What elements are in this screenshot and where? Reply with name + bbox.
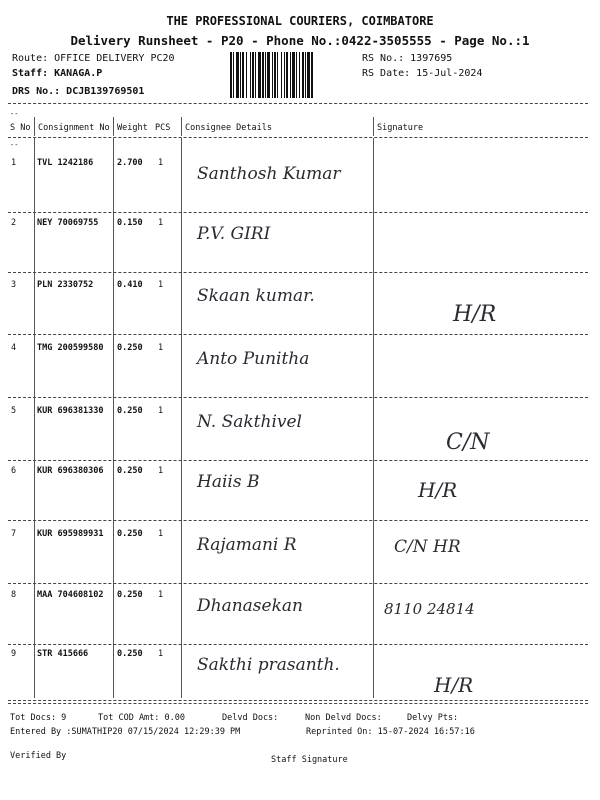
row-serial-number: 1	[11, 158, 17, 168]
barcode-bar	[311, 52, 313, 98]
row-consignee-handwriting: P.V. GIRI	[197, 224, 271, 244]
header-sno: S No	[10, 123, 31, 133]
column-divider	[34, 117, 35, 136]
row-consignment-number: STR 415666	[37, 649, 89, 659]
row-consignee-handwriting: Dhanasekan	[197, 596, 303, 616]
row-signature-handwriting: H/R	[434, 673, 474, 697]
divider	[8, 137, 588, 138]
barcode-bar	[242, 52, 244, 98]
row-weight: 0.410	[117, 280, 143, 290]
entered-by: Entered By :SUMATHIP20 07/15/2024 12:29:39 PM	[10, 727, 241, 737]
row-serial-number: 5	[11, 406, 17, 416]
row-signature-handwriting: C/N	[446, 430, 490, 455]
row-consignment-number: TMG 200599580	[37, 343, 104, 353]
row-pcs: 1	[158, 280, 164, 290]
row-consignment-number: KUR 696380306	[37, 466, 104, 476]
row-serial-number: 6	[11, 466, 17, 476]
row-weight: 2.700	[117, 158, 143, 168]
row-pcs: 1	[158, 343, 164, 353]
row-weight: 0.250	[117, 590, 143, 600]
barcode-bar	[286, 52, 288, 98]
row-divider	[8, 397, 588, 398]
barcode-bar	[230, 52, 232, 98]
total-docs: Tot Docs: 9	[10, 713, 67, 723]
divider	[8, 103, 588, 104]
delivery-points: Delvy Pts:	[407, 713, 459, 723]
row-divider	[8, 520, 588, 521]
divider-mark: --	[10, 110, 19, 118]
row-divider	[8, 272, 588, 273]
row-divider	[8, 334, 588, 335]
barcode-bar	[255, 52, 256, 98]
row-consignment-number: KUR 695989931	[37, 529, 104, 539]
header-weight: Weight	[117, 123, 148, 133]
row-pcs: 1	[158, 649, 164, 659]
route-label: Route: OFFICE DELIVERY PC20	[12, 53, 175, 64]
total-cod: Tot COD Amt: 0.00	[98, 713, 185, 723]
row-pcs: 1	[158, 218, 164, 228]
barcode-bar	[272, 52, 273, 98]
non-delivered-docs: Non Delvd Docs:	[305, 713, 382, 723]
barcode-bar	[262, 52, 264, 98]
header-consignee: Consignee Details	[185, 123, 272, 133]
row-divider	[8, 644, 588, 645]
row-weight: 0.250	[117, 649, 143, 659]
row-signature-handwriting: 8110 24814	[384, 600, 475, 618]
header-consignment: Consignment No	[38, 123, 110, 133]
row-consignment-number: PLN 2330752	[37, 280, 94, 290]
row-pcs: 1	[158, 590, 164, 600]
barcode-bar	[305, 52, 306, 98]
row-serial-number: 7	[11, 529, 17, 539]
barcode-bar	[307, 52, 310, 98]
column-divider	[113, 138, 114, 698]
row-divider	[8, 212, 588, 213]
row-pcs: 1	[158, 406, 164, 416]
barcode-bar	[299, 52, 300, 98]
row-serial-number: 2	[11, 218, 17, 228]
row-consignment-number: MAA 704608102	[37, 590, 104, 600]
row-serial-number: 9	[11, 649, 17, 659]
barcode-bar	[252, 52, 254, 98]
barcode-bar	[302, 52, 304, 98]
runsheet-subtitle: Delivery Runsheet - P20 - Phone No.:0422-3505555 - Page No.:1	[70, 33, 530, 48]
barcode-bar	[233, 52, 234, 98]
row-serial-number: 4	[11, 343, 17, 353]
verified-by: Verified By	[10, 751, 67, 761]
row-consignment-number: NEY 70069755	[37, 218, 99, 228]
reprinted-on: Reprinted On: 15-07-2024 16:57:16	[306, 727, 475, 737]
row-consignee-handwriting: Sakthi prasanth.	[197, 655, 340, 675]
barcode-bar	[267, 52, 270, 98]
barcode-bar	[284, 52, 285, 98]
row-weight: 0.250	[117, 529, 143, 539]
rs-number: RS No.: 1397695	[362, 53, 453, 64]
divider	[8, 700, 588, 701]
row-pcs: 1	[158, 158, 164, 168]
column-divider	[113, 117, 114, 136]
barcode-image	[230, 52, 358, 98]
staff-label: Staff: KANAGA.P	[12, 68, 103, 79]
row-serial-number: 3	[11, 280, 17, 290]
column-divider	[181, 138, 182, 698]
row-consignment-number: KUR 696381330	[37, 406, 104, 416]
barcode-bar	[296, 52, 297, 98]
barcode-bar	[258, 52, 261, 98]
row-divider	[8, 460, 588, 461]
row-pcs: 1	[158, 529, 164, 539]
barcode-bar	[277, 52, 278, 98]
row-weight: 0.250	[117, 466, 143, 476]
drs-number: DRS No.: DCJB139769501	[12, 86, 145, 97]
row-weight: 0.150	[117, 218, 143, 228]
staff-signature: Staff Signature	[271, 755, 348, 765]
column-divider	[181, 117, 182, 136]
barcode-bar	[290, 52, 291, 98]
row-divider	[8, 583, 588, 584]
barcode-bar	[240, 52, 241, 98]
barcode-bar	[236, 52, 239, 98]
row-consignee-handwriting: Rajamani R	[197, 535, 297, 555]
barcode-bar	[250, 52, 251, 98]
row-weight: 0.250	[117, 406, 143, 416]
row-consignee-handwriting: Haiis B	[197, 472, 260, 492]
row-pcs: 1	[158, 466, 164, 476]
row-consignee-handwriting: Skaan kumar.	[197, 286, 315, 306]
row-consignee-handwriting: Santhosh Kumar	[197, 164, 341, 184]
row-signature-handwriting: H/R	[418, 478, 458, 502]
row-divider	[8, 703, 588, 704]
header-pcs: PCS	[155, 123, 171, 133]
row-signature-handwriting: C/N HR	[394, 537, 461, 557]
header-signature: Signature	[377, 123, 424, 133]
column-divider	[373, 138, 374, 698]
row-serial-number: 8	[11, 590, 17, 600]
column-divider	[34, 138, 35, 698]
row-consignment-number: TVL 1242186	[37, 158, 94, 168]
delivered-docs: Delvd Docs:	[222, 713, 279, 723]
row-consignee-handwriting: N. Sakthivel	[197, 412, 302, 432]
row-signature-handwriting: H/R	[453, 302, 497, 327]
barcode-bar	[292, 52, 295, 98]
company-title: THE PROFESSIONAL COURIERS, COIMBATORE	[166, 14, 434, 28]
barcode-bar	[246, 52, 247, 98]
column-divider	[373, 117, 374, 136]
barcode-bar	[265, 52, 266, 98]
divider-mark: --	[10, 141, 19, 149]
row-weight: 0.250	[117, 343, 143, 353]
barcode-bar	[281, 52, 282, 98]
rs-date: RS Date: 15-Jul-2024	[362, 68, 483, 79]
barcode-bar	[274, 52, 276, 98]
row-consignee-handwriting: Anto Punitha	[197, 349, 310, 369]
